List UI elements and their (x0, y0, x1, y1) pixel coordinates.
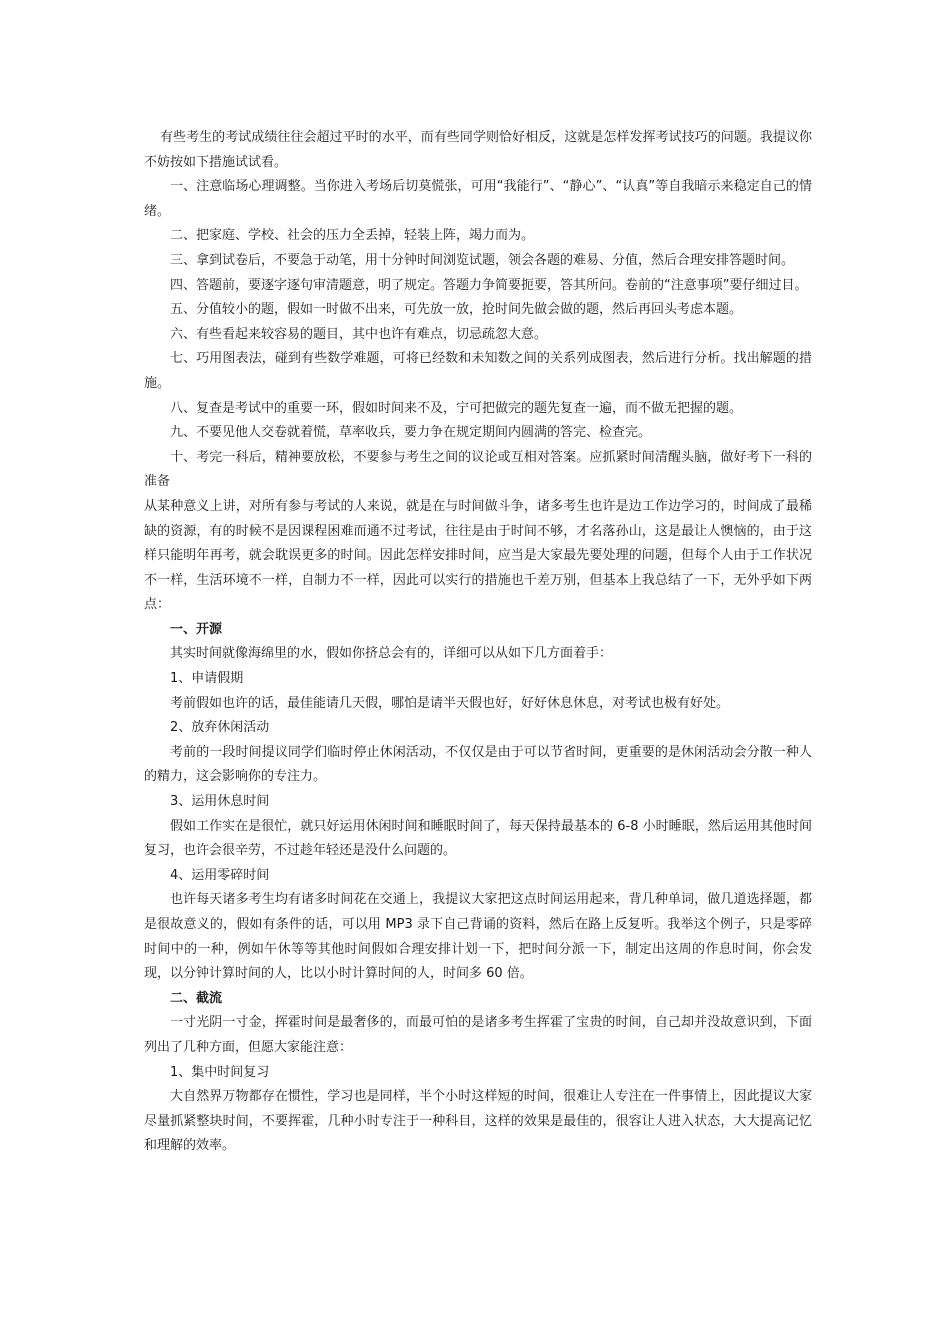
paragraph-intro: 有些考生的考试成绩往往会超过平时的水平，而有些同学则恰好相反，这就是怎样发挥考试技巧的问题。我提议你不妨按如下措施试试看。 (144, 130, 812, 170)
paragraph-give-up-leisure: 考前的一段时间提议同学们临时停止休闲活动，不仅仅是由于可以节省时间，更重要的是休闲活动会分散一种人的精力，这会影响你的专注力。 (144, 744, 812, 785)
paragraph-tip-4: 四、答题前，要逐字逐句审清题意，明了规定。答题力争简要扼要，答其所问。卷前的“注意事项”要仔细过目。 (170, 277, 808, 293)
paragraph-apply-leave: 考前假如也许的话，最佳能请几天假，哪怕是请半天假也好，好好休息休息，对考试也极有好处。 (170, 695, 730, 711)
section-heading-open-source: 一、开源 (170, 621, 223, 637)
paragraph-use-rest-time: 假如工作实在是很忙，就只好运用休闲时间和睡眠时间了，每天保持最基本的 6-8 小时睡眠，然后运用其他时间复习，也许会很辛劳，不过趁年轻还是没什么问题的。 (144, 818, 812, 859)
subheading-use-rest-time: 3、运用休息时间 (170, 794, 270, 810)
document-body (144, 126, 812, 1159)
paragraph-tip-3: 三、拿到试卷后，不要急于动笔，用十分钟时间浏览试题，领会各题的难易、分值，然后合理安排答题时间。 (170, 252, 795, 268)
paragraph-tip-10: 十、考完一科后，精神要放松，不要参与考生之间的议论或互相对答案。应抓紧时间清醒头脑，做好考下一科的准备 (144, 449, 812, 490)
paragraph-open-source-intro: 其实时间就像海绵里的水，假如你挤总会有的，详细可以从如下几方面着手： (170, 646, 613, 662)
paragraph-tip-2: 二、把家庭、学校、社会的压力全丢掉，轻装上阵，竭力而为。 (170, 228, 535, 244)
subheading-apply-leave: 1、申请假期 (170, 671, 244, 687)
paragraph-use-spare-time: 也许每天诸多考生均有诸多时间花在交通上，我提议大家把这点时间运用起来，背几种单词，做几道选择题，都是很故意义的，假如有条件的话，可以用 MP3 录下自己背诵的资料，然后在路上反复听。我举这个例子，只是零碎时间中的一种，例如午休等等其他时间假如合理安排计划一下，把时间分派一下，制定出这周的作息时间，你会发现，以分钟计算时间的人，比以小时计算时间的人，时间多 60 倍。 (144, 892, 812, 982)
subheading-give-up-leisure: 2、放弃休闲活动 (170, 720, 270, 736)
subheading-focused-review: 1、集中时间复习 (170, 1064, 270, 1080)
paragraph-time-intro: 从某种意义上讲，对所有参与考试的人来说，就是在与时间做斗争，诸多考生也许是边工作边学习的，时间成了最稀缺的资源，有的时候不是因课程困难而通不过考试，往往是由于时间不够，才名落孙山，这是最让人懊恼的，由于这样只能明年再考，就会耽误更多的时间。因此怎样安排时间，应当是大家最先要处理的问题，但每个人由于工作状况不一样，生活环境不一样，自制力不一样，因此可以实行的措施也千差万别，但基本上我总结了一下，无外乎如下两点： (144, 498, 812, 613)
paragraph-tip-9: 九、不要见他人交卷就着慌，草率收兵，要力争在规定期间内圆满的答完、检查完。 (170, 425, 652, 441)
paragraph-tip-6: 六、有些看起来较容易的题目，其中也许有难点，切忌疏忽大意。 (170, 326, 548, 342)
subheading-use-spare-time: 4、运用零碎时间 (170, 867, 270, 883)
paragraph-cut-flow-intro: 一寸光阴一寸金，挥霍时间是最奢侈的，而最可怕的是诸多考生挥霍了宝贵的时间，自己却并没故意识到，下面列出了几种方面，但愿大家能注意： (144, 1015, 812, 1055)
section-heading-cut-flow: 二、截流 (170, 990, 223, 1006)
paragraph-tip-8: 八、复查是考试中的重要一环，假如时间来不及，宁可把做完的题先复查一遍，而不做无把握的题。 (170, 400, 743, 416)
paragraph-tip-1: 一、注意临场心理调整。当你进入考场后切莫慌张，可用“我能行”、“静心”、“认真”等自我暗示来稳定自己的情绪。 (144, 179, 812, 219)
paragraph-tip-7: 七、巧用图表法，碰到有些数学难题，可将已经数和未知数之间的关系列成图表，然后进行分析。找出解题的措施。 (144, 351, 812, 391)
paragraph-tip-5: 五、分值较小的题，假如一时做不出来，可先放一放，抢时间先做会做的题，然后再回头考虑本题。 (170, 302, 743, 318)
paragraph-focused-review: 大自然界万物都存在惯性，学习也是同样，半个小时这样短的时间，很难让人专注在一件事情上，因此提议大家尽量抓紧整块时间，不要挥霍，几种小时专注于一种科目，这样的效果是最佳的，很容让人进入状态，大大提高记忆和理解的效率。 (144, 1089, 812, 1154)
